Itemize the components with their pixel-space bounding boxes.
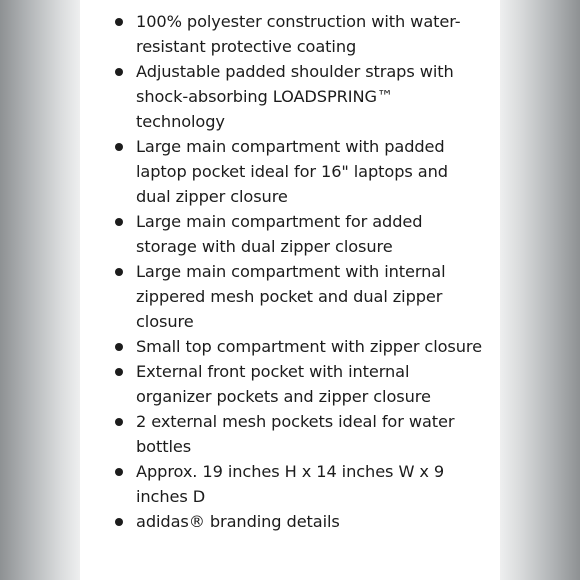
feature-text: External front pocket with internal organizer pockets and zipper closure xyxy=(136,362,431,406)
feature-text: Large main compartment with internal zippered mesh pocket and dual zipper closure xyxy=(136,262,446,331)
feature-text: 100% polyester construction with water-resistant protective coating xyxy=(136,12,461,56)
feature-text: 2 external mesh pockets ideal for water bottles xyxy=(136,412,455,456)
feature-text: Small top compartment with zipper closure xyxy=(136,337,482,356)
feature-text: adidas® branding details xyxy=(136,512,340,531)
bullet-icon xyxy=(115,418,123,426)
feature-item xyxy=(80,9,500,59)
bullet-icon xyxy=(115,68,123,76)
feature-item xyxy=(80,359,500,409)
feature-list xyxy=(80,0,500,534)
feature-text: Approx. 19 inches H x 14 inches W x 9 inches D xyxy=(136,462,445,506)
feature-item xyxy=(80,59,500,134)
feature-text: Adjustable padded shoulder straps with shock-absorbing LOADSPRING™ technology xyxy=(136,62,454,131)
bullet-icon xyxy=(115,368,123,376)
bullet-icon xyxy=(115,343,123,351)
feature-item xyxy=(80,334,500,359)
feature-item xyxy=(80,509,500,534)
feature-text: Large main compartment with padded laptop pocket ideal for 16" laptops and dual zipper closure xyxy=(136,137,448,206)
product-details-panel xyxy=(80,0,500,580)
feature-item xyxy=(80,209,500,259)
bullet-icon xyxy=(115,218,123,226)
bullet-icon xyxy=(115,268,123,276)
feature-item xyxy=(80,134,500,209)
bullet-icon xyxy=(115,18,123,26)
feature-text: Large main compartment for added storage with dual zipper closure xyxy=(136,212,423,256)
bullet-icon xyxy=(115,518,123,526)
feature-item xyxy=(80,409,500,459)
feature-item xyxy=(80,459,500,509)
bullet-icon xyxy=(115,468,123,476)
feature-item xyxy=(80,259,500,334)
bullet-icon xyxy=(115,143,123,151)
